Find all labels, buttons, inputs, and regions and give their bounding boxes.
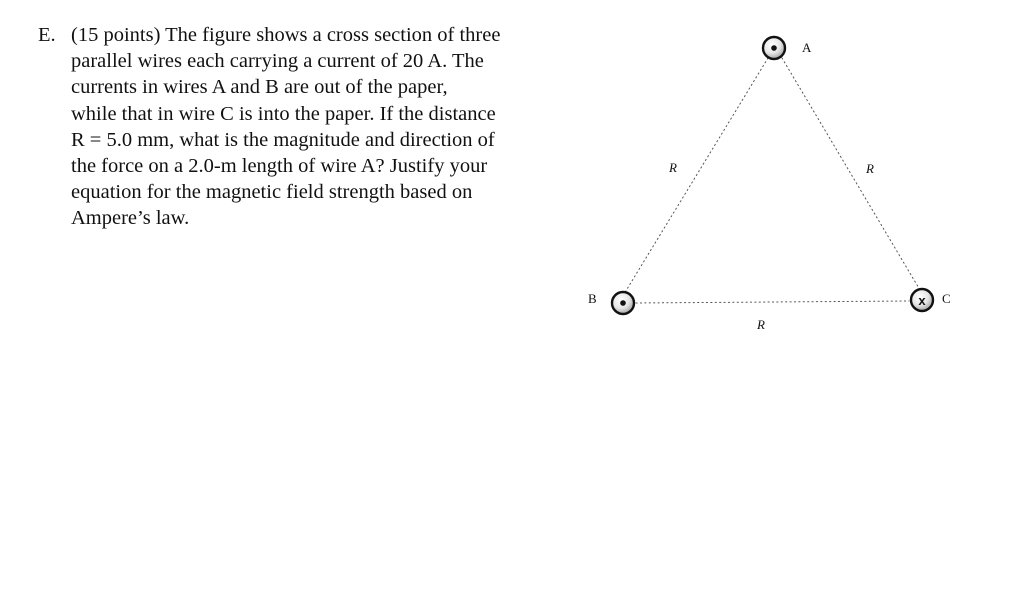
question-line: (15 points) The figure shows a cross section of three	[71, 24, 501, 46]
wire-triangle-figure	[580, 20, 980, 350]
question-line: currents in wires A and B are out of the paper,	[71, 76, 448, 99]
side-ab	[624, 58, 768, 294]
question-e	[38, 22, 578, 232]
wire-c	[911, 289, 933, 311]
side-bc	[636, 301, 909, 303]
question-line: parallel wires each carrying a current of 20 A. The	[71, 50, 484, 73]
dot-symbol	[620, 300, 626, 306]
question-line: R = 5.0 mm, what is the magnitude and direction of	[71, 128, 495, 151]
question-line: while that in wire C is into the paper. If the distance	[71, 102, 496, 125]
question-text	[71, 22, 578, 232]
wire-b-label: B	[588, 291, 597, 306]
question-label: E.	[38, 24, 56, 46]
question-line: the force on a 2.0-m length of wire A? Justify your	[71, 155, 488, 178]
wire-a	[763, 37, 785, 59]
wire-c-label: C	[942, 291, 951, 306]
side-ac	[782, 58, 920, 290]
x-symbol: x	[918, 293, 926, 308]
dot-symbol	[771, 45, 777, 51]
distance-label-right: R	[866, 161, 874, 176]
question-line: equation for the magnetic field strength based on	[71, 181, 473, 204]
question-line: Ampere’s law.	[71, 207, 190, 230]
wire-b	[612, 292, 634, 314]
figure-svg	[580, 20, 980, 350]
distance-label-left: R	[669, 160, 677, 175]
distance-label-bottom: R	[757, 317, 765, 332]
wire-a-label: A	[802, 40, 812, 55]
